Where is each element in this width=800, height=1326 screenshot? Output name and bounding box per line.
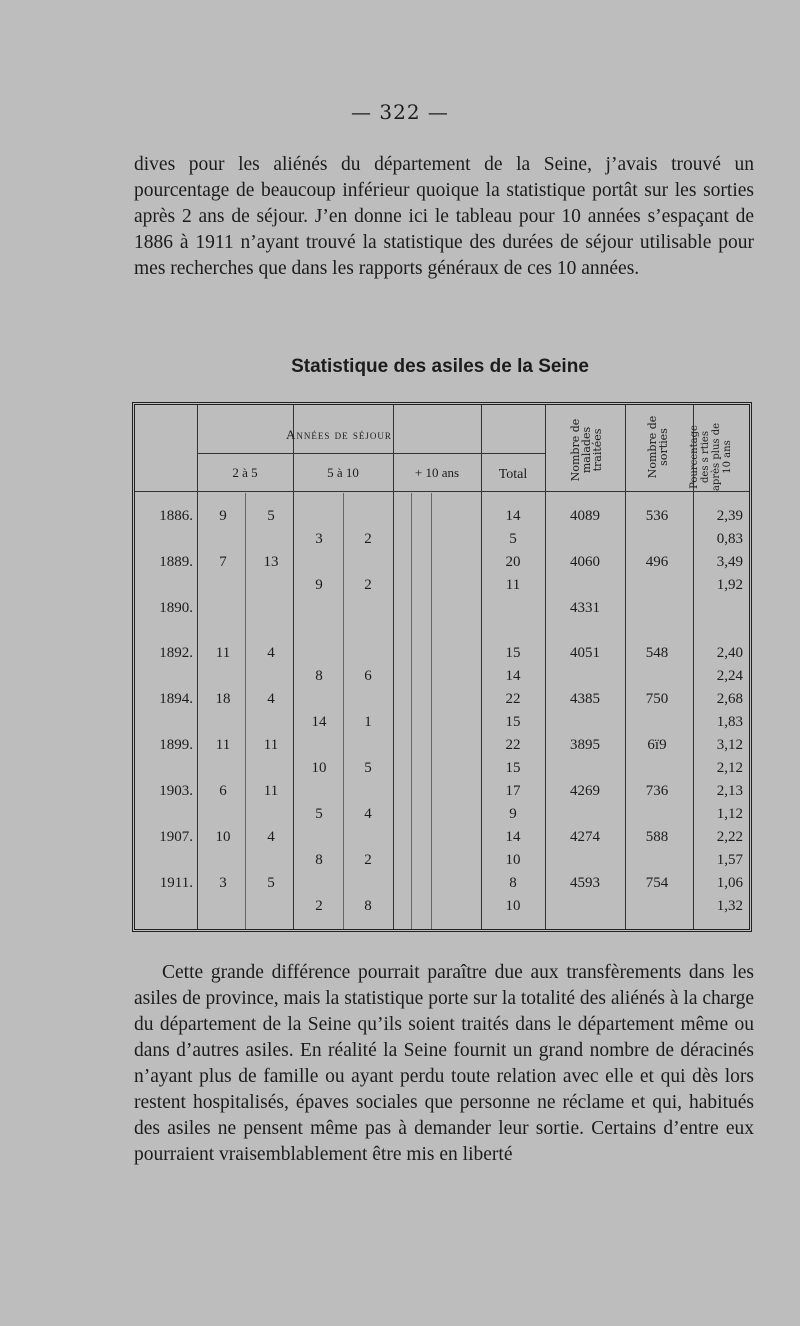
cell-sorties: 736 — [645, 783, 669, 799]
header-group-label: Années de séjour — [286, 427, 392, 442]
cell-malades — [549, 803, 621, 826]
cell-malades: 4051 — [570, 645, 600, 661]
cell-malades — [549, 528, 621, 551]
cell-a: 7 — [219, 554, 227, 570]
cell-a: 3 — [219, 875, 227, 891]
cell-d — [345, 642, 391, 665]
cell-sorties: 6ï9 — [647, 737, 667, 753]
cell-total: 14 — [505, 508, 521, 524]
cell-b — [251, 757, 291, 780]
cell-pct: 0,83 — [716, 531, 743, 547]
cell-a — [205, 803, 241, 826]
cell-total: 20 — [505, 554, 521, 570]
cell-malades: 4274 — [570, 829, 600, 845]
cell-c: 5 — [315, 806, 323, 822]
cell-b — [251, 528, 291, 551]
cell-pct: 2,40 — [716, 645, 743, 661]
cell-d — [345, 780, 391, 803]
cell-year — [137, 849, 193, 872]
cell-total: 10 — [505, 852, 521, 868]
cell-total: 17 — [505, 783, 521, 799]
paragraph-2-text: Cette grande différence pourrait paraître due aux transfèrements dans les asiles de province, mais la statistique porte sur la totalité des aliénés à la charge du département de la Seine qu’ils soient traités dans le département même ou dans d’autres asiles. En réalité la Seine fournit un grand nombre de déracinés n’ayant plus de famille ou ayant perdu toute relation avec elle et qui dès lors restent hospitalisés, épaves sociales que personne ne réclame et qui, habitués des asiles ne pensent même pas à demander leur sortie. Certains d’entre eux pourraient vraisemblablement être mis en liberté — [134, 962, 754, 1165]
cell-year: 1892. — [159, 645, 193, 661]
cell-pct: 1,57 — [716, 852, 743, 868]
cell-pct — [693, 597, 743, 620]
cell-b: 5 — [267, 508, 275, 524]
cell-a — [205, 528, 241, 551]
header-5a10: 5 à 10 — [327, 465, 359, 480]
cell-total: 8 — [509, 875, 517, 891]
cell-d: 4 — [364, 806, 372, 822]
cell-pct: 3,49 — [716, 554, 743, 570]
cell-pct: 2,22 — [716, 829, 743, 845]
cell-b — [251, 849, 291, 872]
table-title: Statistique des asiles de la Seine — [291, 356, 589, 377]
cell-sorties: 496 — [645, 554, 669, 570]
cell-year — [137, 895, 193, 918]
cell-pct: 1,06 — [716, 875, 743, 891]
cell-c — [297, 780, 341, 803]
cell-sorties — [627, 665, 687, 688]
cell-year: 1899. — [159, 737, 193, 753]
cell-sorties — [627, 711, 687, 734]
cell-total: 15 — [505, 645, 521, 661]
cell-pct: 2,68 — [716, 691, 743, 707]
cell-sorties: 548 — [645, 645, 669, 661]
cell-sorties — [627, 574, 687, 597]
cell-malades: 4060 — [570, 554, 600, 570]
cell-malades — [549, 574, 621, 597]
cell-a: 11 — [215, 645, 231, 661]
cell-year — [137, 803, 193, 826]
cell-b — [251, 597, 291, 620]
cell-c: 14 — [311, 714, 327, 730]
cell-sorties — [627, 803, 687, 826]
cell-year: 1894. — [159, 691, 193, 707]
cell-b: 11 — [263, 737, 279, 753]
cell-sorties: 750 — [645, 691, 669, 707]
cell-sorties — [627, 757, 687, 780]
cell-malades: 4593 — [570, 875, 600, 891]
cell-a — [205, 574, 241, 597]
cell-c — [297, 551, 341, 574]
cell-pct: 1,92 — [716, 577, 743, 593]
cell-total: 9 — [509, 806, 517, 822]
cell-c: 9 — [315, 577, 323, 593]
cell-d — [345, 734, 391, 757]
cell-b — [251, 665, 291, 688]
cell-c: 8 — [315, 852, 323, 868]
cell-d: 6 — [364, 668, 372, 684]
cell-year: 1886. — [159, 508, 193, 524]
cell-sorties: 588 — [645, 829, 669, 845]
cell-b: 4 — [267, 645, 275, 661]
cell-a — [205, 711, 241, 734]
cell-a: 18 — [215, 691, 231, 707]
cell-c: 8 — [315, 668, 323, 684]
cell-total: 10 — [505, 898, 521, 914]
cell-malades: 4385 — [570, 691, 600, 707]
cell-malades: 3895 — [570, 737, 600, 753]
header-2a5: 2 à 5 — [232, 465, 258, 480]
cell-year — [137, 574, 193, 597]
cell-total: 14 — [505, 829, 521, 845]
cell-d — [345, 826, 391, 849]
cell-b — [251, 803, 291, 826]
header-plus10: + 10 ans — [414, 465, 460, 480]
cell-pct: 3,12 — [716, 737, 743, 753]
cell-pct: 2,12 — [716, 760, 743, 776]
cell-a — [205, 757, 241, 780]
cell-year: 1911. — [159, 875, 193, 891]
header-sorties: Nombre de sorties — [646, 415, 670, 479]
cell-a: 11 — [215, 737, 231, 753]
cell-total: 14 — [505, 668, 521, 684]
cell-b: 5 — [267, 875, 275, 891]
cell-pct: 1,12 — [716, 806, 743, 822]
cell-d — [345, 551, 391, 574]
cell-malades: 4269 — [570, 783, 600, 799]
cell-total: 11 — [505, 577, 521, 593]
cell-a — [205, 849, 241, 872]
cell-c: 10 — [311, 760, 327, 776]
cell-year — [137, 528, 193, 551]
cell-total: 15 — [505, 760, 521, 776]
cell-d — [345, 688, 391, 711]
cell-c — [297, 734, 341, 757]
cell-malades — [549, 757, 621, 780]
cell-pct: 2,39 — [716, 508, 743, 524]
cell-pct: 1,83 — [716, 714, 743, 730]
cell-c: 3 — [315, 531, 323, 547]
cell-malades — [549, 895, 621, 918]
paragraph-1-text: dives pour les aliénés du département de la Seine, j’avais trouvé un pourcentage de beaucoup inférieur quoique la statistique portât sur les sorties après 2 ans de séjour. J’en donne ici le tableau pour 10 années s’espaçant de 1886 à 1911 n’ayant trouvé la statistique des durées de séjour utilisable pour mes recherches que dans les rapports généraux de ces 10 années. — [134, 154, 754, 279]
cell-year — [137, 757, 193, 780]
cell-year — [137, 665, 193, 688]
cell-total: 5 — [509, 531, 517, 547]
cell-d — [345, 597, 391, 620]
cell-total: 22 — [505, 691, 521, 707]
cell-c — [297, 872, 341, 895]
cell-d — [345, 872, 391, 895]
paragraph-1 — [134, 152, 754, 282]
cell-b — [251, 574, 291, 597]
cell-a: 6 — [219, 783, 227, 799]
cell-malades: 4089 — [570, 508, 600, 524]
cell-sorties — [627, 895, 687, 918]
cell-pct: 2,24 — [716, 668, 743, 684]
cell-c: 2 — [315, 898, 323, 914]
cell-year: 1889. — [159, 554, 193, 570]
cell-d: 2 — [364, 531, 372, 547]
cell-malades — [549, 849, 621, 872]
cell-malades — [549, 711, 621, 734]
cell-c — [297, 597, 341, 620]
cell-sorties — [627, 528, 687, 551]
cell-a — [205, 665, 241, 688]
cell-pct: 1,32 — [716, 898, 743, 914]
cell-year: 1890. — [159, 600, 193, 616]
statistics-table — [132, 402, 752, 932]
cell-a — [205, 597, 241, 620]
header-pourcentage: Pourcentage des s rties après plus de 10 ans — [689, 422, 733, 492]
cell-malades: 4331 — [570, 600, 600, 616]
cell-pct: 2,13 — [716, 783, 743, 799]
cell-year: 1903. — [159, 783, 193, 799]
cell-a — [205, 895, 241, 918]
cell-b — [251, 711, 291, 734]
cell-year: 1907. — [159, 829, 193, 845]
cell-c — [297, 826, 341, 849]
cell-d: 8 — [364, 898, 372, 914]
cell-c — [297, 505, 341, 528]
cell-d: 1 — [364, 714, 372, 730]
cell-total: 15 — [505, 714, 521, 730]
cell-sorties — [627, 849, 687, 872]
cell-total: 22 — [505, 737, 521, 753]
cell-year — [137, 711, 193, 734]
cell-b: 13 — [263, 554, 279, 570]
cell-sorties — [627, 597, 687, 620]
cell-sorties: 536 — [645, 508, 669, 524]
cell-c — [297, 642, 341, 665]
header-malades: Nombre de malades traitées — [569, 418, 604, 482]
cell-malades — [549, 665, 621, 688]
paragraph-2 — [134, 960, 754, 1168]
cell-d — [345, 505, 391, 528]
cell-a: 10 — [215, 829, 231, 845]
page-number: — 322 — — [351, 100, 449, 124]
cell-d: 2 — [364, 852, 372, 868]
cell-d: 2 — [364, 577, 372, 593]
cell-b — [251, 895, 291, 918]
cell-b: 11 — [263, 783, 279, 799]
cell-total — [481, 597, 545, 620]
cell-sorties: 754 — [645, 875, 669, 891]
cell-b: 4 — [267, 829, 275, 845]
cell-d: 5 — [364, 760, 372, 776]
cell-b: 4 — [267, 691, 275, 707]
cell-a: 9 — [219, 508, 227, 524]
header-total: Total — [498, 467, 528, 482]
cell-c — [297, 688, 341, 711]
